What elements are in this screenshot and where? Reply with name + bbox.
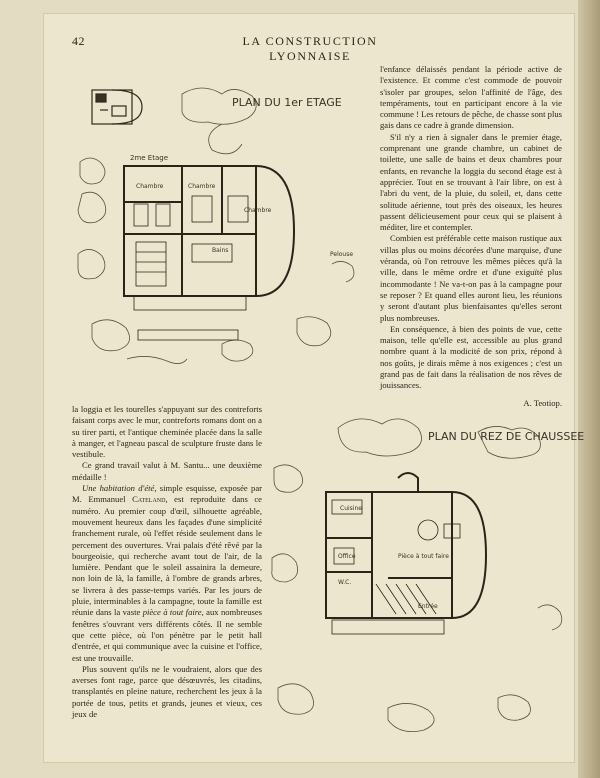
room-label: Pelouse bbox=[330, 251, 354, 258]
paragraph: l'enfance délaissés pendant la période active de l'existence. Et comme c'est commode de pouvoir s'isoler par groupes, selon l'affinité de l'âge, des tempéraments, tout en participant encore à la vie commune ! Les retours de pêche, de chasse sont plus gais dans ce cadre à grande dimension. bbox=[380, 64, 562, 131]
ground-plan-title: PLAN DU REZ DE CHAUSSEE bbox=[428, 430, 585, 443]
room-label: Chambre bbox=[188, 183, 216, 190]
paragraph: En conséquence, à bien des points de vue, cette maison, telle qu'elle est, accessible au plus grand nombre quant à la modicité de son prix, répond à nos goûts, je dirais même à nos exigences ; c'est un grand pas de fait dans la réalisation de nos rêves de jouissances. bbox=[380, 323, 562, 391]
second-floor-inset bbox=[92, 90, 142, 124]
room-label: Entrée bbox=[418, 603, 438, 610]
author-name: Cateland bbox=[132, 494, 166, 505]
text-column-right-top bbox=[380, 64, 562, 409]
paragraph: Plus souvent qu'ils ne le voudraient, alors que des averses font rage, parce que désœuvrés, les citadins, transplantés en pleine nature, recherchent les jeux à la portée de tous, petits et grands, jeunes et vieux, ces jeux de bbox=[72, 663, 262, 720]
room-label: Chambre bbox=[244, 207, 272, 214]
paragraph bbox=[72, 483, 262, 664]
text-run: , aux nombreuses fenêtres s'ouvrant vers différents côtés. Il ne semble que cette pièce, où l'on pénètre par le petit hall d'entrée, et qui communique avec la cuisine et l'office, est une trouvaille. bbox=[72, 607, 262, 663]
running-header: LA CONSTRUCTION LYONNAISE bbox=[242, 34, 378, 63]
room-label: Pièce à tout faire bbox=[398, 553, 449, 560]
signature: A. Teotiop. bbox=[523, 397, 562, 408]
ground-floor-walls bbox=[326, 473, 486, 618]
room-label: Chambre bbox=[136, 183, 164, 190]
paragraph: la loggia et les tourelles s'appuyant sur des contreforts faisant corps avec le mur, contreforts romans dont on a su tirer parti, et l'antique cheminée placée dans la salle à manger, et l'agneau pascal de sculpture fruste dans le vestibule. bbox=[72, 404, 262, 460]
upper-plan-title: PLAN DU 1er ETAGE bbox=[232, 96, 342, 109]
tree-sketch bbox=[78, 88, 354, 364]
room-label: Cuisine bbox=[340, 505, 362, 512]
text-column-left-bottom bbox=[72, 404, 262, 720]
tree-sketch bbox=[272, 419, 562, 732]
ground-floor-plan bbox=[268, 408, 585, 750]
room-label: Office bbox=[338, 553, 356, 560]
paragraph: Ce grand travail valut à M. Santu... une deuxième médaille ! bbox=[72, 460, 262, 482]
italic-run: Une habitation d'été, bbox=[82, 483, 157, 494]
paragraph: S'il n'y a rien à signaler dans le premier étage, comprenant une grande chambre, un cabinet de toilette, une salle de bains et deux chambres pour enfants, en revanche la loggia du second étage est à apprécier. Tout en se trouvant à l'air libre, on est à l'abri du vent, de la pluie, du soleil, et, dans cette solitude aérienne, tout près des oiseaux, les heures passent délicieusement pour ceux qui se plaisent à méditer, lire et contempler. bbox=[380, 131, 562, 233]
paragraph: Combien est préférable cette maison rustique aux villas plus ou moins décorées d'une marquise, d'une véranda, où l'on retrouve les mêmes pièces qu'à la ville, dans le même ordre et d'une exiguïté plus incommodante ! Ne va-t-on pas à la campagne pour se reposer ? Et quand elles auront lieu, les réunions y seront d'autant plus bienfaisantes qu'elles seront plus nombreuses. bbox=[380, 233, 562, 323]
page-number: 42 bbox=[72, 34, 85, 48]
room-label: Bains bbox=[212, 247, 229, 254]
text-run: , est reproduite dans ce numéro. Au premier coup d'œil, silhouette agréable, mouvement heureux dans les façades d'une simplicité franchement rurale, où l'effet réside seulement dans le percement des ouvertures. Vrai palais d'été rêvé par la bourgeoisie, qui recherche avant tout de l'air, de la lumière. Pendant que le soleil assainira la demeure, non loin de là, la famille, à l'ombre de grands arbres, se livrera à des passe-temps variés. Par les jours de pluie, interminables à la campagne, toute la famille est réunie dans la vaste bbox=[72, 494, 262, 618]
room-label: W.C. bbox=[338, 579, 352, 586]
first-floor-details bbox=[134, 196, 248, 340]
ground-floor-details bbox=[332, 500, 460, 634]
text-run: simple esquisse, exposée par M. Emmanuel bbox=[72, 483, 262, 505]
italic-run: pièce à tout faire bbox=[142, 607, 202, 618]
inset-label: 2me Etage bbox=[130, 154, 169, 162]
upper-floor-plan bbox=[72, 84, 372, 374]
page-edge bbox=[578, 0, 600, 778]
